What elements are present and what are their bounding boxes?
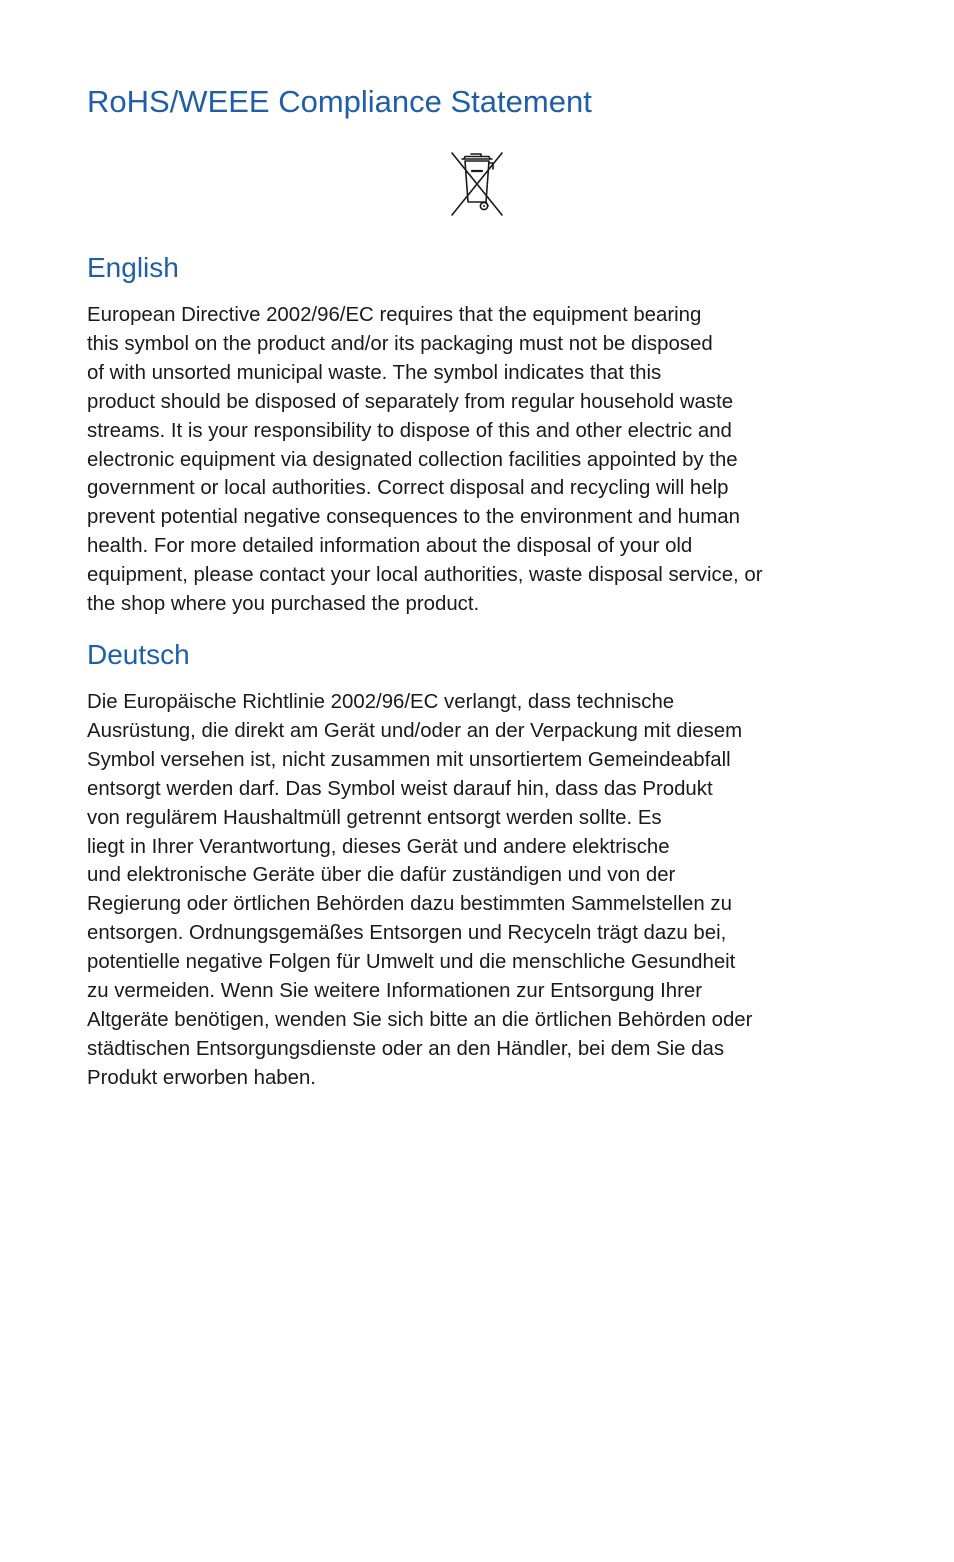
text-line: und elektronische Geräte über die dafür zuständigen und von der: [87, 864, 676, 887]
text-line: Produkt erworben haben.: [87, 1066, 316, 1089]
text-line: potentielle negative Folgen für Umwelt und die menschliche Gesundheit: [87, 951, 736, 974]
text-line: Regierung oder örtlichen Behörden dazu bestimmten Sammelstellen zu: [87, 893, 732, 916]
text-line: von regulärem Haushaltmüll getrennt entsorgt werden sollte. Es: [87, 806, 662, 829]
text-line: Symbol versehen ist, nicht zusammen mit unsortiertem Gemeindeabfall: [87, 748, 731, 771]
text-line: prevent potential negative consequences to the environment and human: [87, 506, 740, 529]
text-line: this symbol on the product and/or its packaging must not be disposed: [87, 332, 713, 355]
text-line: streams. It is your responsibility to dispose of this and other electric and: [87, 419, 732, 442]
text-line: electronic equipment via designated collection facilities appointed by the: [87, 448, 738, 471]
text-line: equipment, please contact your local authorities, waste disposal service, or: [87, 564, 763, 587]
text-line: entsorgt werden darf. Das Symbol weist darauf hin, dass das Produkt: [87, 777, 713, 800]
text-line: the shop where you purchased the product.: [87, 593, 480, 616]
text-line: government or local authorities. Correct disposal and recycling will help: [87, 477, 729, 500]
text-line: städtischen Entsorgungsdienste oder an den Händler, bei dem Sie das: [87, 1037, 725, 1060]
section-heading-deutsch: Deutsch: [87, 639, 190, 670]
crossed-out-wheelie-bin-icon: [449, 150, 505, 218]
text-line: of with unsorted municipal waste. The symbol indicates that this: [87, 361, 662, 384]
text-line: product should be disposed of separately from regular household waste: [87, 390, 734, 413]
section-heading-english: English: [87, 252, 179, 283]
text-line: European Directive 2002/96/EC requires that the equipment bearing: [87, 304, 702, 326]
text-line: zu vermeiden. Wenn Sie weitere Informationen zur Entsorgung Ihrer: [87, 980, 703, 1003]
section-body-english: [87, 301, 872, 619]
text-line: health. For more detailed information about the disposal of your old: [87, 535, 693, 558]
text-line: Altgeräte benötigen, wenden Sie sich bitte an die örtlichen Behörden oder: [87, 1008, 753, 1031]
page-title: RoHS/WEEE Compliance Statement: [87, 84, 592, 119]
text-line: Ausrüstung, die direkt am Gerät und/oder an der Verpackung mit diesem: [87, 719, 743, 742]
text-line: liegt in Ihrer Verantwortung, dieses Gerät und andere elektrische: [87, 835, 670, 858]
text-line: entsorgen. Ordnungsgemäßes Entsorgen und Recyceln trägt dazu bei,: [87, 922, 727, 945]
text-line: Die Europäische Richtlinie 2002/96/EC verlangt, dass technische: [87, 691, 675, 713]
section-body-deutsch: [87, 688, 872, 1093]
